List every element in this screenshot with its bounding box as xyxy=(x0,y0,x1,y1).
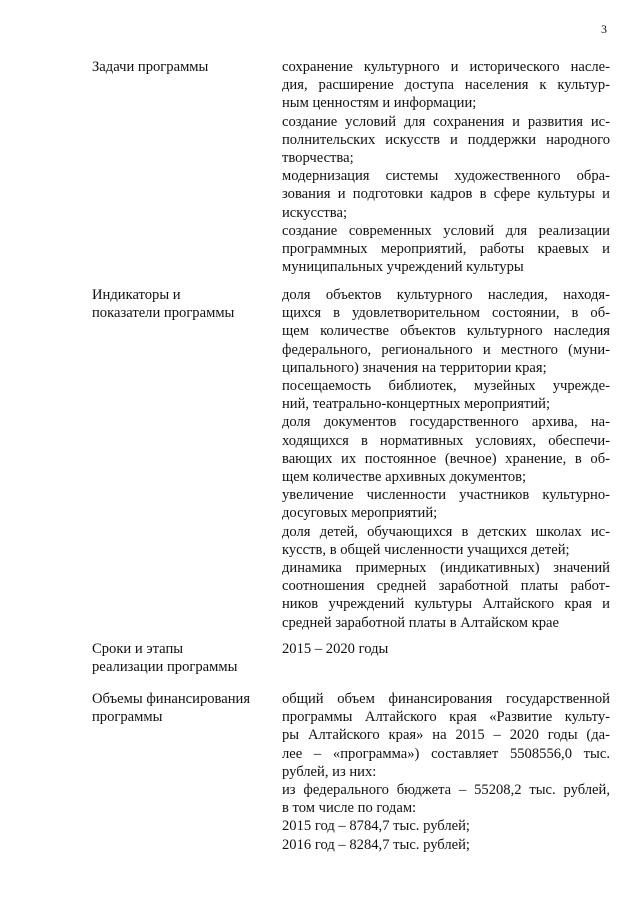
row-value-line: федерального, регионального и местного (муни- xyxy=(282,341,610,358)
row-value-line: щем количестве объектов культурного наследия xyxy=(282,323,610,340)
row-value xyxy=(282,640,610,658)
row-value-line: ходящихся в нормативных условиях, обеспечи- xyxy=(282,432,610,449)
row-value-line: кусств, в общей численности учащихся детей; xyxy=(282,541,570,558)
row-value-line: доля документов государственного архива, на- xyxy=(282,414,610,431)
row-value-line: зования и подготовки кадров в сфере культуры и xyxy=(282,186,610,203)
row-value-line: создание условий для сохранения и развития ис- xyxy=(282,113,610,130)
row-value-line: муниципальных учреждений культуры xyxy=(282,259,524,276)
row-label-line: показатели программы xyxy=(92,305,235,322)
row-value-line: 2016 год – 8284,7 тыс. рублей; xyxy=(282,836,470,853)
row-value xyxy=(282,286,610,632)
row-value-line: лее – «программа») составляет 5508556,0 тыс. xyxy=(282,745,610,762)
row-value-line: посещаемость библиотек, музейных учрежде- xyxy=(282,378,610,395)
row-label-line: Индикаторы и xyxy=(92,287,181,303)
row-value-line: увеличение численности участников культурно- xyxy=(282,487,610,504)
row-value-line: дия, расширение доступа населения к культур- xyxy=(282,77,610,94)
row-value-line: полнительских искусств и поддержки народного xyxy=(282,131,610,148)
row-value-line: ний, театрально-концертных мероприятий; xyxy=(282,396,550,413)
row-value-line: сохранение культурного и исторического насле- xyxy=(282,59,610,75)
row-value-line: ципального) значения на территории края; xyxy=(282,359,547,376)
row-label xyxy=(92,690,267,726)
row-label xyxy=(92,286,267,322)
page-number: 3 xyxy=(601,22,607,36)
row-value xyxy=(282,58,610,276)
row-value-line: щихся в удовлетворительном состоянии, в об- xyxy=(282,305,610,322)
row-label-line: Сроки и этапы xyxy=(92,641,184,657)
row-value-line: из федерального бюджета – 55208,2 тыс. рублей, xyxy=(282,782,610,799)
row-value-line: программных мероприятий, работы краевых и xyxy=(282,241,610,258)
row-value-line: соотношения средней заработной платы работ- xyxy=(282,578,610,595)
row-label-line: Объемы финансирования xyxy=(92,691,251,707)
row-value-line: в том числе по годам: xyxy=(282,800,417,817)
row-value-line: творчества; xyxy=(282,150,354,167)
row-value-line: модернизация системы художественного обра- xyxy=(282,168,610,185)
row-value-line: средней заработной платы в Алтайском крае xyxy=(282,614,560,631)
row-value-line: искусства; xyxy=(282,204,348,221)
row-label xyxy=(92,640,267,676)
row-value-line: ным ценностям и информации; xyxy=(282,95,477,112)
row-label-line: программы xyxy=(92,709,163,726)
row-value-line: 2015 год – 8784,7 тыс. рублей; xyxy=(282,818,470,835)
row-value-line: щем количестве архивных документов; xyxy=(282,469,527,486)
row-value-line: программы Алтайского края «Развитие культу- xyxy=(282,709,610,726)
row-value-line: 2015 – 2020 годы xyxy=(282,641,389,657)
row-value-line: доля детей, обучающихся в детских школах ис- xyxy=(282,523,610,540)
row-value-line: создание современных условий для реализации xyxy=(282,222,610,239)
row-value xyxy=(282,690,610,854)
row-value-line: динамика примерных (индикативных) значений xyxy=(282,560,610,577)
row-value-line: ников учреждений культуры Алтайского края и xyxy=(282,596,610,613)
row-value-line: рублей, из них: xyxy=(282,763,377,780)
row-value-line: вающих их постоянное (вечное) хранение, в об- xyxy=(282,450,610,467)
row-value-line: общий объем финансирования государственной xyxy=(282,691,610,707)
row-label xyxy=(92,58,267,76)
row-value-line: доля объектов культурного наследия, находя- xyxy=(282,287,610,303)
row-value-line: досуговых мероприятий; xyxy=(282,505,438,522)
row-value-line: ры Алтайского края» на 2015 – 2020 годы (да- xyxy=(282,727,610,744)
row-label-line: Задачи программы xyxy=(92,59,209,75)
row-label-line: реализации программы xyxy=(92,659,238,676)
